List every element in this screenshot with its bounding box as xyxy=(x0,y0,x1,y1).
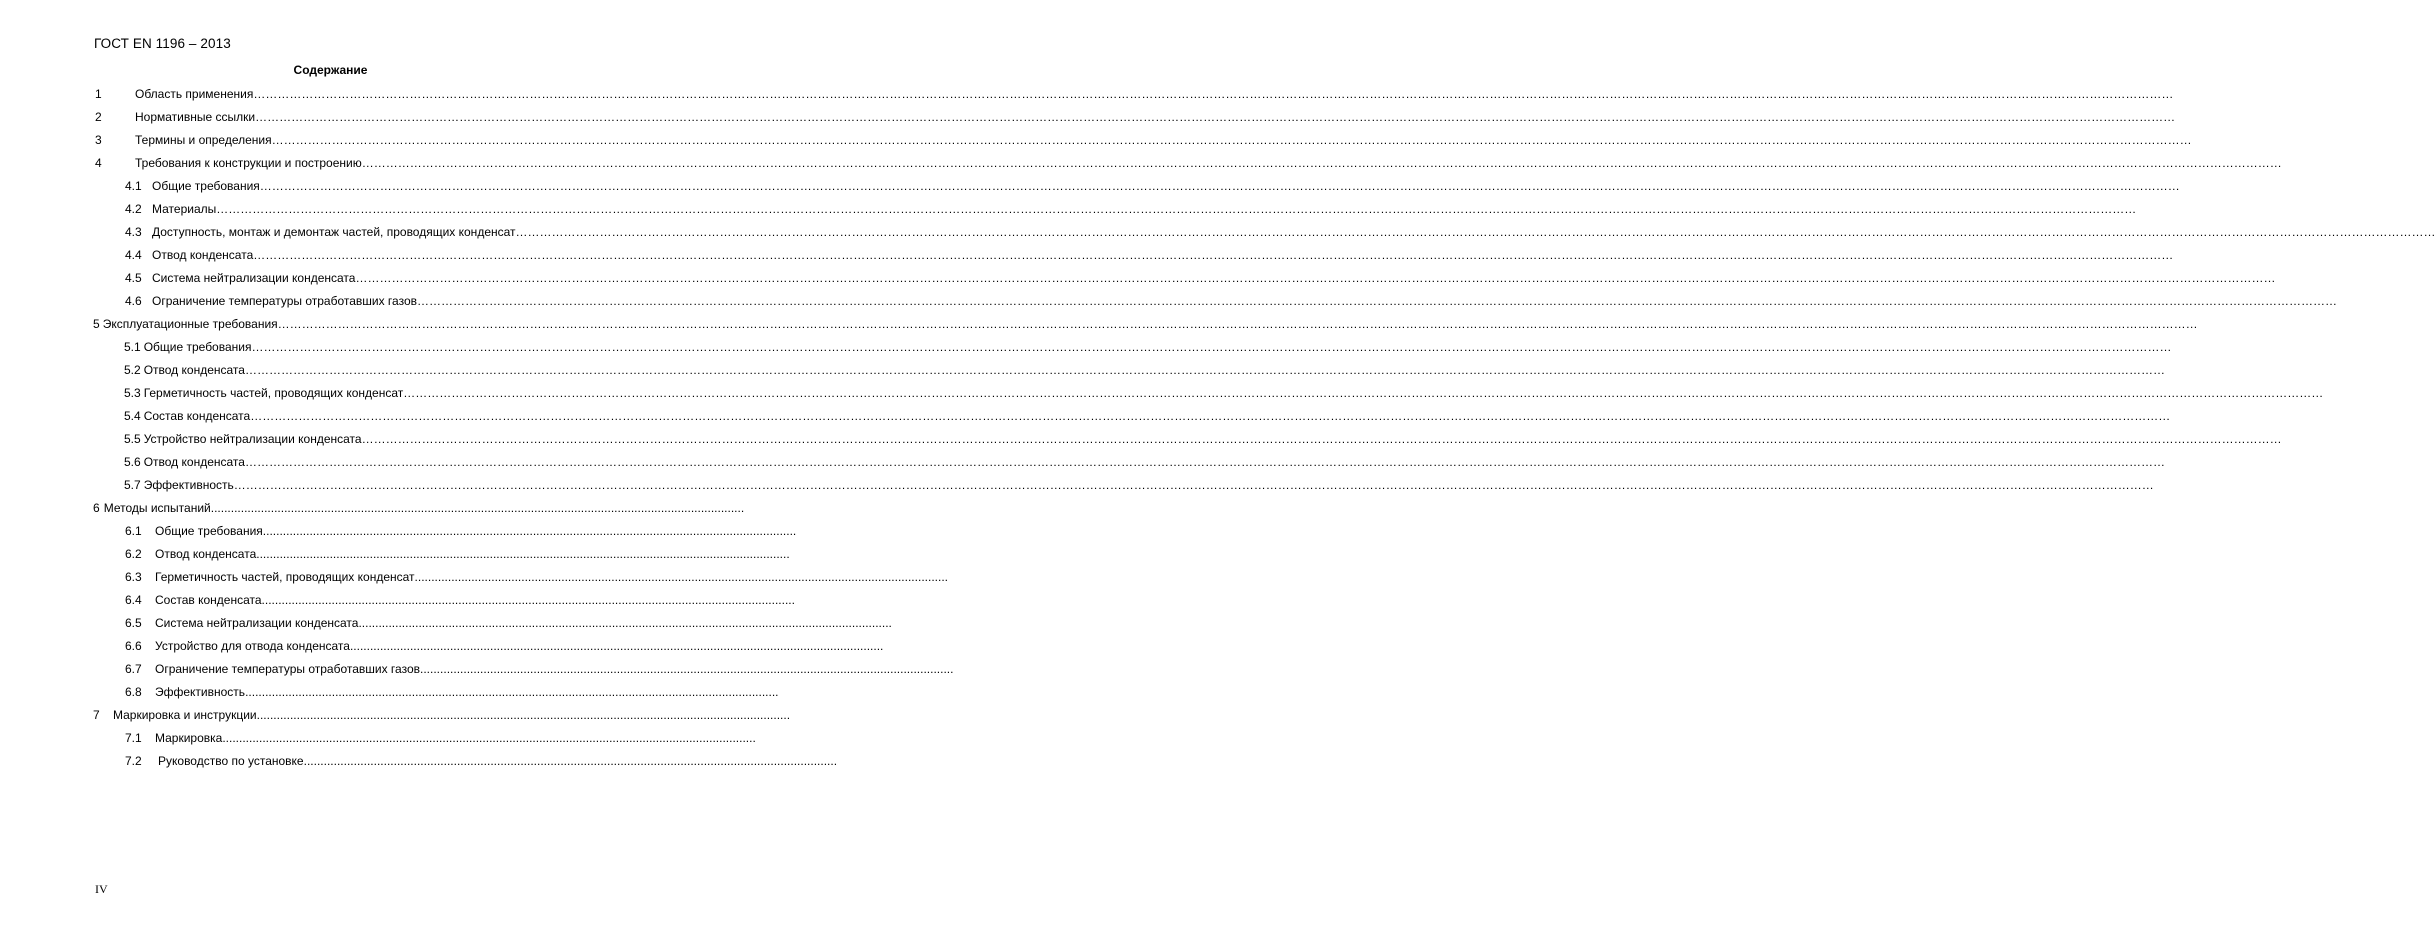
toc-entry xyxy=(95,109,2176,125)
toc-entry-number: 2 xyxy=(95,110,102,124)
toc-entry-number: 5.6 xyxy=(124,455,141,469)
toc-entry-title: Отвод конденсата xyxy=(143,455,245,469)
toc-entry-title: Маркировка xyxy=(155,731,223,745)
dot-leader: ................................................................................................................................................................ xyxy=(245,685,779,699)
toc-entry xyxy=(95,132,2192,148)
toc-entry-number: 3 xyxy=(95,133,102,147)
toc-entry xyxy=(95,86,2174,102)
dot-leader: ………………………………………………………………………………………………………………………………………………………………………………………………………………………………………………………………………………………………………………………………………………………………………………………………………………………………………… xyxy=(277,317,2198,331)
toc-entry-number: 4.2 xyxy=(125,202,142,216)
dot-leader: ………………………………………………………………………………………………………………………………………………………………………………………………………………………………………………………………………………………………………………………………………………………………………………………………………………………………………… xyxy=(355,271,2276,285)
dot-leader: ................................................................................................................................................................ xyxy=(261,593,795,607)
toc-entry-title: Ограничение температуры отработавших газов xyxy=(155,662,421,676)
toc-entry-title: Нормативные ссылки xyxy=(135,110,256,124)
toc-entry-title: Состав конденсата xyxy=(143,409,251,423)
toc-entry-title: Отвод конденсата xyxy=(155,547,257,561)
toc-entry xyxy=(93,316,2198,332)
dot-leader: ………………………………………………………………………………………………………………………………………………………………………………………………………………………………………………………………………………………………………………………………………………………………………………………………………………………………………… xyxy=(417,294,2338,308)
toc-entry-number: 5.1 xyxy=(124,340,141,354)
toc-entry xyxy=(125,615,892,631)
dot-leader: ………………………………………………………………………………………………………………………………………………………………………………………………………………………………………………………………………………………………………………………………………………………………………………………………………………………………………… xyxy=(216,202,2137,216)
toc-entry-title: Состав конденсата xyxy=(155,593,262,607)
dot-leader: ………………………………………………………………………………………………………………………………………………………………………………………………………………………………………………………………………………………………………………………………………………………………………………………………………………………………………… xyxy=(251,340,2172,354)
page-number: IV xyxy=(95,882,108,896)
toc-entry-number: 6 xyxy=(93,501,100,515)
dot-leader: ………………………………………………………………………………………………………………………………………………………………………………………………………………………………………………………………………………………………………………………………………………………………………………………………………………………………………… xyxy=(259,179,2180,193)
toc-entry xyxy=(125,592,795,608)
toc-entry-number: 4.3 xyxy=(125,225,142,239)
toc-entry-title: Область применения xyxy=(135,87,254,101)
dot-leader: ................................................................................................................................................................ xyxy=(420,662,954,676)
toc-entry xyxy=(93,500,745,516)
standard-header: ГОСТ EN 1196 – 2013 xyxy=(94,36,231,51)
dot-leader: ………………………………………………………………………………………………………………………………………………………………………………………………………………………………………………………………………………………………………………………………………………………………………………………………………………………………………… xyxy=(361,432,2282,446)
toc-entry-title: Ограничение температуры отработавших газов xyxy=(152,294,418,308)
toc-entry xyxy=(125,546,790,562)
toc-entry-title: Методы испытаний xyxy=(103,501,211,515)
toc-entry-title: Общие требования xyxy=(143,340,252,354)
dot-leader: ………………………………………………………………………………………………………………………………………………………………………………………………………………………………………………………………………………………………………………………………………………………………………………………………………………………………………… xyxy=(244,455,2165,469)
dot-leader: ………………………………………………………………………………………………………………………………………………………………………………………………………………………………………………………………………………………………………………………………………………………………………………………………………………………………………… xyxy=(253,248,2174,262)
toc-entry-title: Эффективность xyxy=(155,685,246,699)
toc-entry-number: 6.2 xyxy=(125,547,142,561)
toc-title: Содержание xyxy=(293,63,368,77)
dot-leader: ................................................................................................................................................................ xyxy=(358,616,892,630)
toc-entry xyxy=(125,638,884,654)
dot-leader: ………………………………………………………………………………………………………………………………………………………………………………………………………………………………………………………………………………………………………………………………………………………………………………………………………………………………………… xyxy=(233,478,2154,492)
toc-entry-title: Герметичность частей, проводящих конденсат xyxy=(155,570,415,584)
toc-entry xyxy=(125,730,756,746)
toc-entry-number: 5.5 xyxy=(124,432,141,446)
toc-entry-title: Отвод конденсата xyxy=(152,248,254,262)
toc-entry-number: 5.4 xyxy=(124,409,141,423)
toc-entry-number: 6.1 xyxy=(125,524,142,538)
dot-leader: ………………………………………………………………………………………………………………………………………………………………………………………………………………………………………………………………………………………………………………………………………………………………………………………………………………………………………… xyxy=(244,363,2165,377)
dot-leader: ................................................................................................................................................................ xyxy=(349,639,884,653)
toc-entry xyxy=(124,408,2171,424)
toc-entry-number: 6.8 xyxy=(125,685,142,699)
toc-entry-number: 4.1 xyxy=(125,179,142,193)
toc-entry-number: 6.4 xyxy=(125,593,142,607)
toc-entry-number: 6.3 xyxy=(125,570,142,584)
dot-leader: ................................................................................................................................................................ xyxy=(303,754,838,768)
toc-entry xyxy=(93,707,791,723)
dot-leader: ................................................................................................................................................................ xyxy=(414,570,948,584)
toc-entry-number: 4.6 xyxy=(125,294,142,308)
toc-entry-number: 6.6 xyxy=(125,639,142,653)
dot-leader: ………………………………………………………………………………………………………………………………………………………………………………………………………………………………………………………………………………………………………………………………………………………………………………………………………………………………………… xyxy=(361,156,2282,170)
dot-leader: ................................................................................................................................................................ xyxy=(256,708,791,722)
toc-entry-title: Эффективность xyxy=(143,478,234,492)
toc-entry-number: 5.2 xyxy=(124,363,141,377)
toc-entry-title: Материалы xyxy=(152,202,217,216)
toc-entry xyxy=(125,684,779,700)
toc-entry xyxy=(124,385,2324,401)
toc-entry-number: 6.7 xyxy=(125,662,142,676)
toc-entry-title: Герметичность частей, проводящих конденсат xyxy=(143,386,404,400)
dot-leader: ................................................................................................................................................................ xyxy=(256,547,790,561)
toc-entry xyxy=(124,431,2282,447)
toc-entry-title: Устройство для отвода конденсата xyxy=(155,639,350,653)
toc-entry-title: Общие требования xyxy=(152,179,260,193)
toc-entry-title: Общие требования xyxy=(155,524,263,538)
toc-entry-number: 4.4 xyxy=(125,248,142,262)
toc-entry xyxy=(125,270,2276,286)
dot-leader: ………………………………………………………………………………………………………………………………………………………………………………………………………………………………………………………………………………………………………………………………………………………………………………………………………………………………………… xyxy=(403,386,2324,400)
dot-leader: ................................................................................................................................................................ xyxy=(210,501,745,515)
toc-entry-number: 1 xyxy=(95,87,102,101)
toc-entry-title: Система нейтрализации конденсата xyxy=(155,616,359,630)
toc-entry xyxy=(124,477,2154,493)
dot-leader: ………………………………………………………………………………………………………………………………………………………………………………………………………………………………………………………………………………………………………………………………………………………………………………………………………………………………………… xyxy=(250,409,2171,423)
dot-leader: ………………………………………………………………………………………………………………………………………………………………………………………………………………………………………………………………………………………………………………………………………………………………………………………………………………………………………… xyxy=(515,225,2436,239)
toc-entry-number: 7.1 xyxy=(125,731,142,745)
toc-entry-title: Эксплуатационные требования xyxy=(102,317,278,331)
dot-leader: ………………………………………………………………………………………………………………………………………………………………………………………………………………………………………………………………………………………………………………………………………………………………………………………………………………………………………… xyxy=(271,133,2192,147)
toc-entry xyxy=(124,339,2172,355)
toc-entry-number: 7.2 xyxy=(125,754,142,768)
toc-entry xyxy=(125,247,2174,263)
toc-entry-title: Отвод конденсата xyxy=(143,363,245,377)
toc-entry-title: Система нейтрализации конденсата xyxy=(152,271,356,285)
dot-leader: ………………………………………………………………………………………………………………………………………………………………………………………………………………………………………………………………………………………………………………………………………………………………………………………………………………………………………… xyxy=(253,87,2174,101)
toc-entry-number: 5.3 xyxy=(124,386,141,400)
toc-entry-title: Требования к конструкции и построению xyxy=(135,156,362,170)
toc-entry-number: 6.5 xyxy=(125,616,142,630)
toc-entry-title: Термины и определения xyxy=(135,133,272,147)
toc-entry-number: 4.5 xyxy=(125,271,142,285)
toc-entry-number: 7 xyxy=(93,708,100,722)
toc-entry xyxy=(95,155,2282,171)
toc-entry xyxy=(125,293,2338,309)
toc-entry xyxy=(125,201,2137,217)
toc-entry-title: Руководство по установке xyxy=(158,754,304,768)
toc-entry-title: Маркировка и инструкции xyxy=(113,708,257,722)
toc-entry-title: Устройство нейтрализации конденсата xyxy=(143,432,362,446)
toc-entry-number: 4 xyxy=(95,156,102,170)
dot-leader: ................................................................................................................................................................ xyxy=(262,524,797,538)
toc-entry xyxy=(125,569,948,585)
toc-entry-title: Доступность, монтаж и демонтаж частей, проводящих конденсат xyxy=(152,225,516,239)
dot-leader: ………………………………………………………………………………………………………………………………………………………………………………………………………………………………………………………………………………………………………………………………………………………………………………………………………………………………………… xyxy=(255,110,2176,124)
toc-entry xyxy=(125,523,797,539)
toc-entry xyxy=(125,178,2180,194)
toc-entry xyxy=(124,362,2165,378)
toc-entry-number: 5 xyxy=(93,317,100,331)
toc-entry xyxy=(125,661,954,677)
toc-entry xyxy=(124,454,2165,470)
toc-entry-number: 5.7 xyxy=(124,478,141,492)
toc-entry xyxy=(125,753,838,769)
toc-entry xyxy=(125,224,2436,240)
dot-leader: ................................................................................................................................................................ xyxy=(222,731,756,745)
